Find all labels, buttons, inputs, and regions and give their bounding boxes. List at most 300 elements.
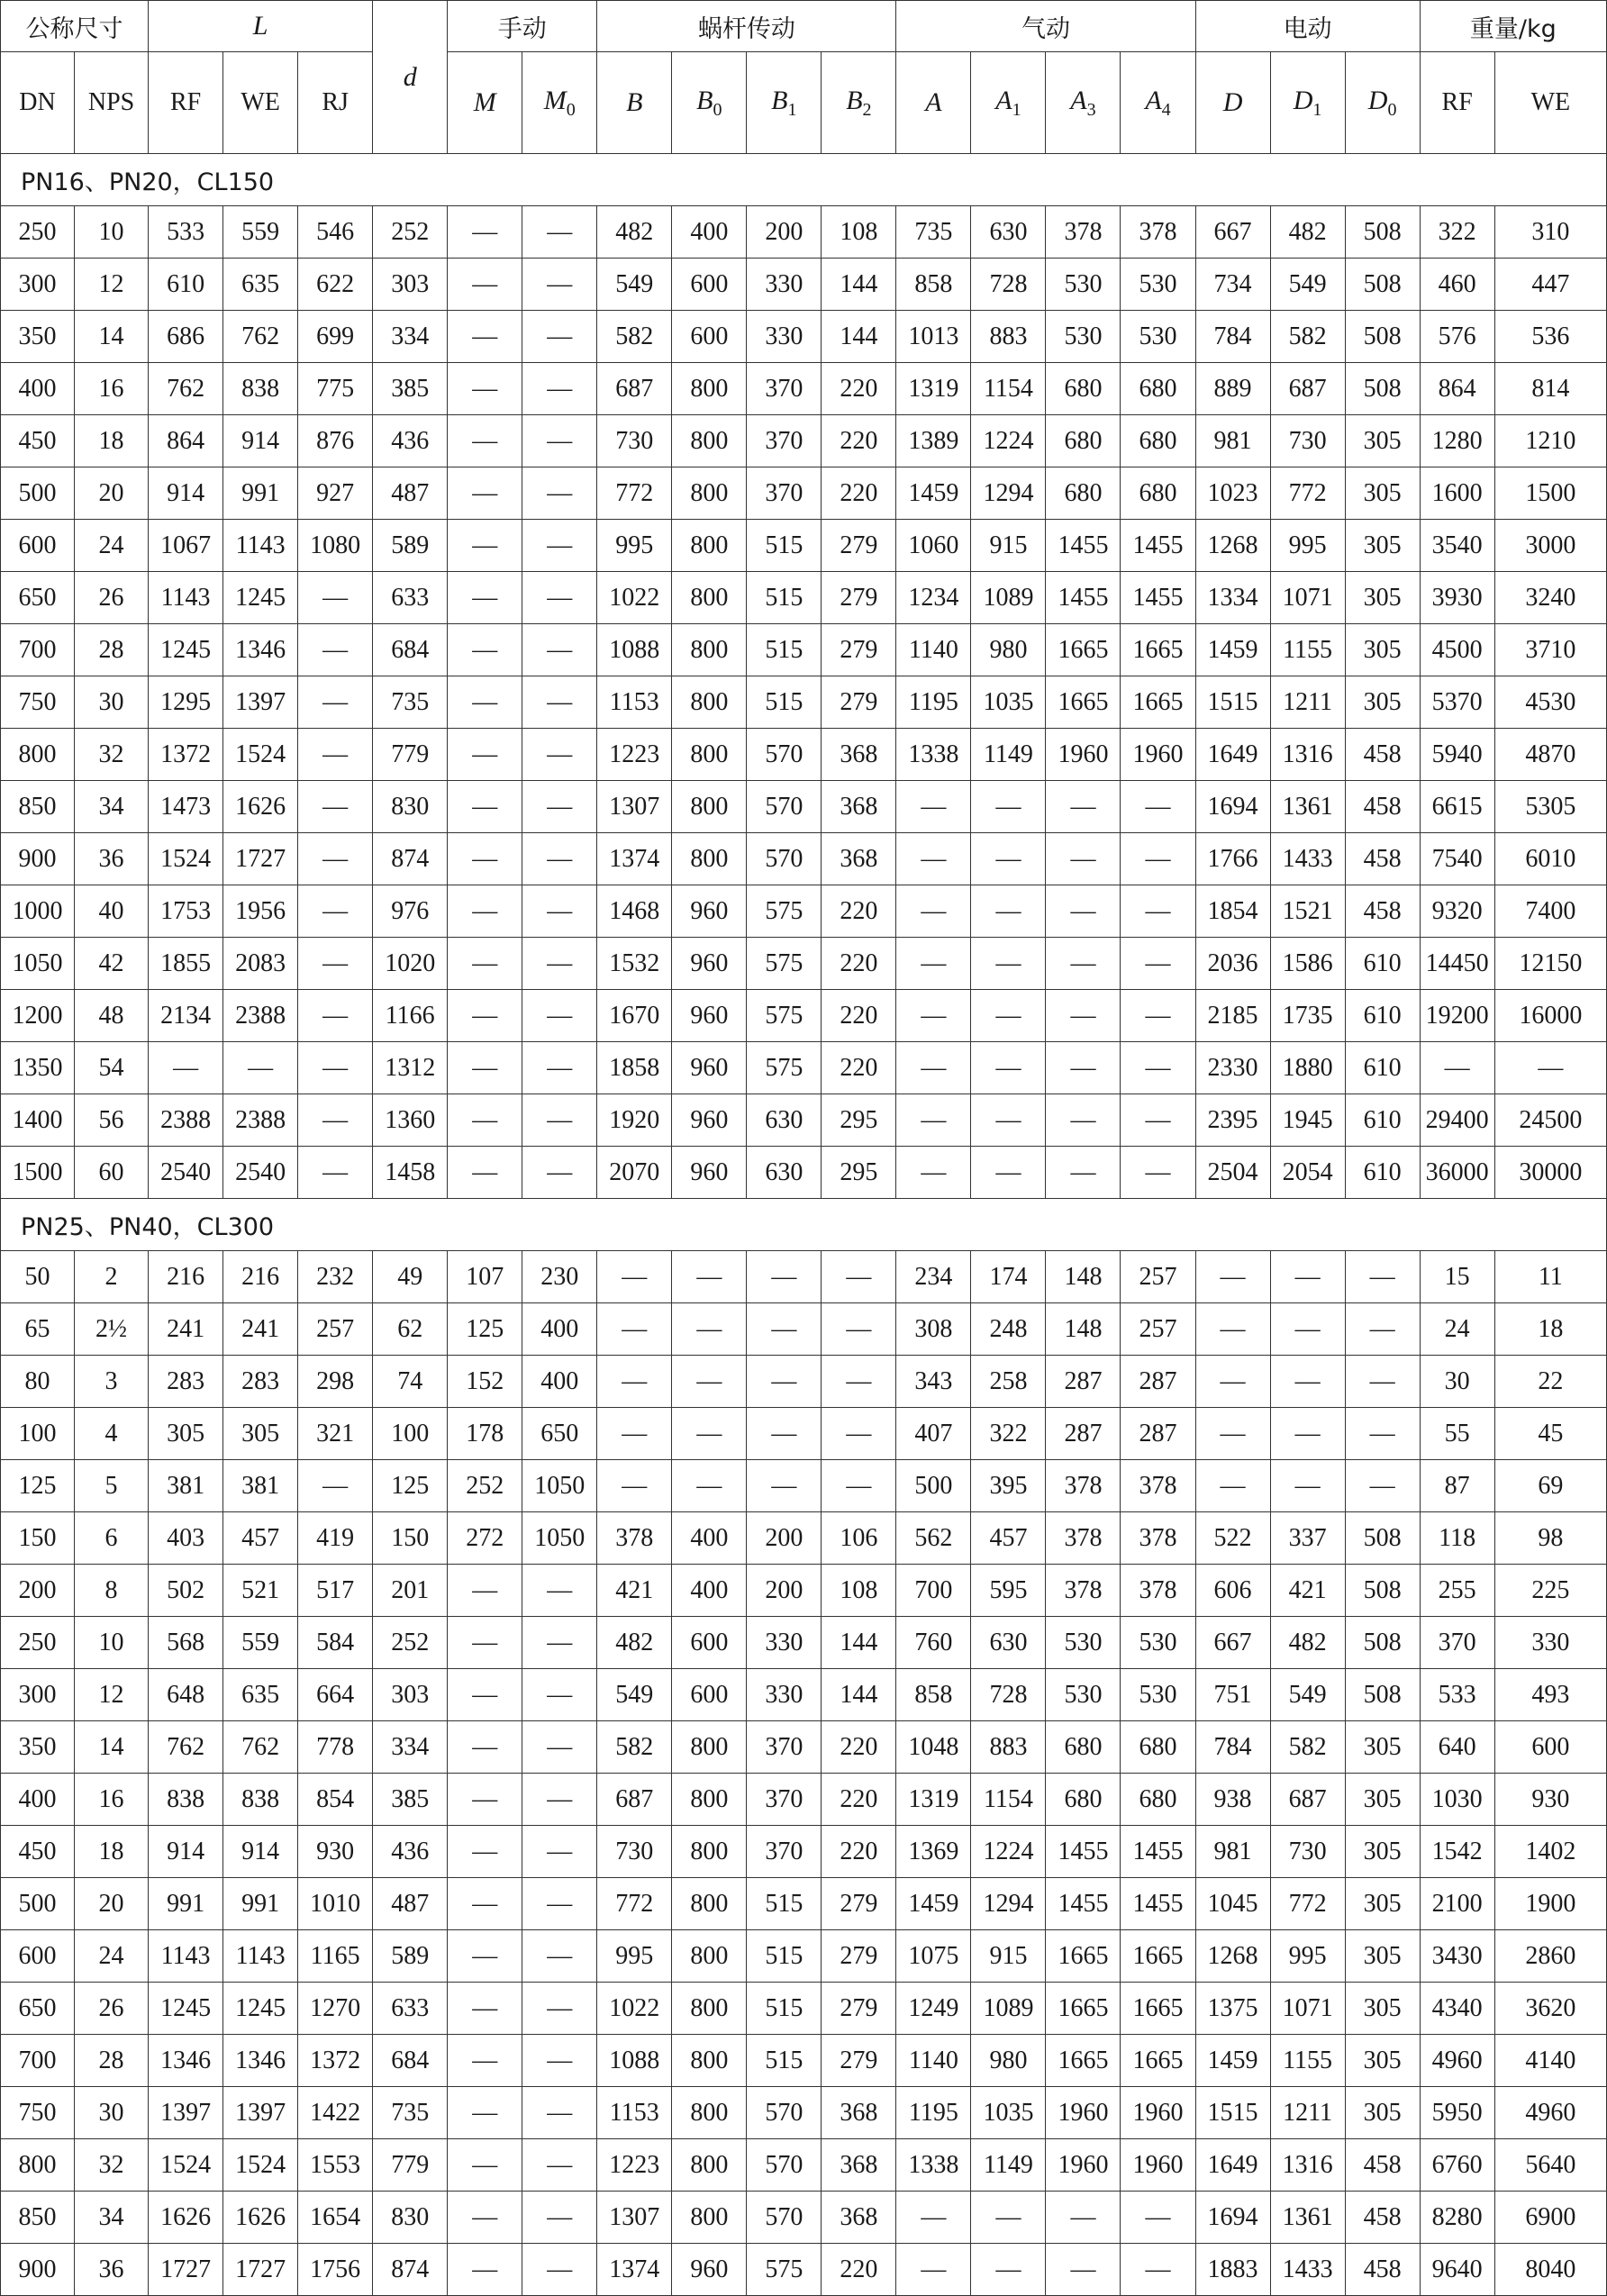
table-cell: — (298, 938, 373, 990)
column-header (672, 52, 747, 154)
column-header-subscript: 3 (1086, 99, 1096, 120)
table-cell: 4500 (1420, 624, 1494, 676)
table-cell: — (522, 1669, 597, 1721)
table-cell: — (448, 1983, 522, 2035)
table-cell: 1350 (1, 1042, 75, 1094)
table-cell: 530 (1121, 259, 1195, 311)
column-header-main: RJ (322, 88, 349, 116)
table-cell: 600 (1494, 1721, 1606, 1774)
table-cell: 54 (75, 1042, 149, 1094)
table-cell: 98 (1494, 1512, 1606, 1565)
table-cell: 1361 (1270, 781, 1345, 833)
table-row (1, 363, 1607, 415)
table-cell: 305 (1345, 1721, 1420, 1774)
table-cell: 1665 (1046, 676, 1121, 729)
column-header (298, 52, 373, 154)
table-cell: 927 (298, 467, 373, 520)
table-cell: — (1345, 1251, 1420, 1303)
table-cell: 728 (971, 259, 1046, 311)
table-cell: 12 (75, 259, 149, 311)
table-cell: — (1270, 1408, 1345, 1460)
table-cell: — (448, 520, 522, 572)
table-cell: 1334 (1195, 572, 1270, 624)
table-cell: 220 (822, 415, 896, 467)
table-cell: — (747, 1303, 822, 1356)
table-cell: 458 (1345, 2244, 1420, 2296)
table-cell: 680 (1121, 467, 1195, 520)
table-cell: 305 (1345, 676, 1420, 729)
table-cell: 600 (672, 1617, 747, 1669)
table-cell: 680 (1121, 1774, 1195, 1826)
table-cell: 457 (971, 1512, 1046, 1565)
table-cell: 1665 (1121, 1983, 1195, 2035)
table-cell: 1855 (149, 938, 223, 990)
table-cell: — (896, 1094, 971, 1147)
section-header-row (1, 154, 1607, 206)
table-cell: 648 (149, 1669, 223, 1721)
table-cell: 1316 (1270, 2139, 1345, 2192)
table-cell: 26 (75, 1983, 149, 2035)
table-cell: — (597, 1460, 672, 1512)
table-cell: 2100 (1420, 1878, 1494, 1930)
table-cell: 800 (672, 2192, 747, 2244)
table-cell: 700 (1, 2035, 75, 2087)
column-header-main: RF (169, 88, 202, 116)
table-cell: 938 (1195, 1774, 1270, 1826)
table-cell: 684 (373, 2035, 448, 2087)
table-cell: 1459 (896, 467, 971, 520)
column-header (1494, 52, 1606, 154)
table-cell: 800 (672, 2139, 747, 2192)
table-cell: 1268 (1195, 520, 1270, 572)
table-cell: — (1345, 1303, 1420, 1356)
table-cell: 279 (822, 2035, 896, 2087)
table-cell: 378 (1046, 1460, 1121, 1512)
table-cell: 1050 (1, 938, 75, 990)
table-cell: 48 (75, 990, 149, 1042)
table-cell: — (298, 885, 373, 938)
table-cell: — (1046, 990, 1121, 1042)
table-cell: 395 (971, 1460, 1046, 1512)
table-cell: 1455 (1046, 520, 1121, 572)
table-cell: — (1046, 885, 1121, 938)
table-cell: 330 (747, 1617, 822, 1669)
table-cell: 1245 (223, 572, 298, 624)
table-cell: 600 (672, 311, 747, 363)
table-cell: 1960 (1121, 2087, 1195, 2139)
table-cell: 279 (822, 1930, 896, 1983)
column-header (522, 52, 597, 154)
table-cell: 436 (373, 415, 448, 467)
column-header (1345, 52, 1420, 154)
table-cell: — (448, 311, 522, 363)
table-cell: 610 (1345, 1094, 1420, 1147)
table-cell: 14450 (1420, 938, 1494, 990)
table-cell: 864 (1420, 363, 1494, 415)
table-cell: 279 (822, 1983, 896, 2035)
table-cell: 508 (1345, 206, 1420, 259)
table-cell: 610 (1345, 1147, 1420, 1199)
column-header (971, 52, 1046, 154)
table-cell: 1858 (597, 1042, 672, 1094)
table-cell: 4140 (1494, 2035, 1606, 2087)
table-cell: 530 (1046, 311, 1121, 363)
table-cell: — (522, 885, 597, 938)
table-cell: 762 (223, 311, 298, 363)
table-cell: 1143 (223, 520, 298, 572)
table-cell: 87 (1420, 1460, 1494, 1512)
table-cell: 779 (373, 2139, 448, 2192)
table-cell: 343 (896, 1356, 971, 1408)
table-cell: 1245 (149, 1983, 223, 2035)
table-cell: 981 (1195, 1826, 1270, 1878)
table-cell: 1459 (1195, 624, 1270, 676)
table-cell: 680 (1046, 467, 1121, 520)
table-cell: 1766 (1195, 833, 1270, 885)
table-cell: 687 (597, 363, 672, 415)
table-cell: 522 (1195, 1512, 1270, 1565)
table-cell: 1153 (597, 676, 672, 729)
table-cell: 800 (672, 1878, 747, 1930)
table-cell: 400 (522, 1303, 597, 1356)
table-cell: 1030 (1420, 1774, 1494, 1826)
table-cell: 257 (1121, 1303, 1195, 1356)
table-cell: 1626 (223, 2192, 298, 2244)
column-header (1, 52, 75, 154)
table-cell: 220 (822, 1721, 896, 1774)
column-header-subscript: 2 (862, 99, 872, 120)
table-cell: 800 (1, 729, 75, 781)
table-cell: 45 (1494, 1408, 1606, 1460)
table-cell: 30 (75, 2087, 149, 2139)
table-cell: — (448, 467, 522, 520)
table-cell: 32 (75, 2139, 149, 2192)
table-cell: 1374 (597, 2244, 672, 2296)
table-cell: 1735 (1270, 990, 1345, 1042)
table-cell: 287 (1046, 1408, 1121, 1460)
table-cell: 533 (149, 206, 223, 259)
table-cell: 699 (298, 311, 373, 363)
section-header-row (1, 1199, 1607, 1251)
table-cell: 800 (672, 1721, 747, 1774)
table-cell: 1694 (1195, 781, 1270, 833)
table-cell: 144 (822, 1669, 896, 1721)
table-cell: 49 (373, 1251, 448, 1303)
table-cell: 125 (448, 1303, 522, 1356)
table-cell: 1149 (971, 729, 1046, 781)
table-cell: 2185 (1195, 990, 1270, 1042)
table-cell: 144 (822, 1617, 896, 1669)
table-cell: 1000 (1, 885, 75, 938)
table-cell: — (448, 781, 522, 833)
table-cell: 305 (1345, 415, 1420, 467)
table-cell: 568 (149, 1617, 223, 1669)
table-cell: — (971, 938, 1046, 990)
table-cell: 144 (822, 311, 896, 363)
table-cell: — (522, 467, 597, 520)
table-row (1, 572, 1607, 624)
table-body (1, 154, 1607, 2296)
table-cell: 2½ (75, 1303, 149, 1356)
table-row (1, 1408, 1607, 1460)
table-cell: 530 (1121, 1669, 1195, 1721)
table-cell: 1035 (971, 2087, 1046, 2139)
table-cell: 1455 (1046, 1878, 1121, 1930)
table-cell: 1211 (1270, 2087, 1345, 2139)
table-cell: 570 (747, 729, 822, 781)
table-cell: 487 (373, 1878, 448, 1930)
column-header-main: B (696, 85, 713, 115)
table-cell: 458 (1345, 2192, 1420, 2244)
column-header (1046, 52, 1121, 154)
table-cell: 559 (223, 206, 298, 259)
table-cell: 1521 (1270, 885, 1345, 938)
table-cell: 700 (896, 1565, 971, 1617)
table-cell: 1154 (971, 363, 1046, 415)
table-cell: 1195 (896, 676, 971, 729)
table-cell: 1433 (1270, 833, 1345, 885)
table-cell: 1312 (373, 1042, 448, 1094)
table-cell: 772 (597, 467, 672, 520)
table-cell: 772 (1270, 467, 1345, 520)
table-cell: 575 (747, 1042, 822, 1094)
table-cell: — (522, 990, 597, 1042)
table-cell: 589 (373, 520, 448, 572)
table-cell: 174 (971, 1251, 1046, 1303)
table-cell: 500 (896, 1460, 971, 1512)
table-cell: 730 (1270, 415, 1345, 467)
table-cell: — (1195, 1408, 1270, 1460)
table-cell: 584 (298, 1617, 373, 1669)
table-cell: 3620 (1494, 1983, 1606, 2035)
table-cell: 1067 (149, 520, 223, 572)
table-cell: 582 (1270, 311, 1345, 363)
table-row (1, 2139, 1607, 2192)
table-cell: — (522, 415, 597, 467)
table-cell: 15 (1420, 1251, 1494, 1303)
table-cell: — (747, 1356, 822, 1408)
table-cell: 1166 (373, 990, 448, 1042)
table-cell: 279 (822, 1878, 896, 1930)
table-cell: — (822, 1356, 896, 1408)
table-cell: 220 (822, 467, 896, 520)
table-cell: 980 (971, 624, 1046, 676)
table-cell: 220 (822, 2244, 896, 2296)
table-cell: 32 (75, 729, 149, 781)
table-cell: — (149, 1042, 223, 1094)
table-cell: — (448, 2087, 522, 2139)
table-cell: 1307 (597, 2192, 672, 2244)
table-cell: 436 (373, 1826, 448, 1878)
header-row-columns (1, 52, 1607, 154)
header-weight: 重量/kg (1420, 1, 1606, 52)
table-cell: — (298, 833, 373, 885)
table-cell: 687 (1270, 1774, 1345, 1826)
table-cell: 40 (75, 885, 149, 938)
table-cell: — (896, 781, 971, 833)
table-cell: 687 (1270, 363, 1345, 415)
table-cell: — (522, 1774, 597, 1826)
table-cell: 762 (149, 1721, 223, 1774)
table-cell: 482 (1270, 206, 1345, 259)
table-cell: 772 (1270, 1878, 1345, 1930)
table-cell: — (522, 1930, 597, 1983)
table-cell: 838 (223, 1774, 298, 1826)
table-cell: 272 (448, 1512, 522, 1565)
table-row (1, 1251, 1607, 1303)
table-cell: 1960 (1046, 729, 1121, 781)
table-cell: — (448, 990, 522, 1042)
table-cell: 530 (1121, 1617, 1195, 1669)
table-cell: 378 (1121, 206, 1195, 259)
table-cell: 56 (75, 1094, 149, 1147)
table-cell: — (298, 1147, 373, 1199)
table-cell: 279 (822, 520, 896, 572)
column-header-subscript: 1 (1012, 99, 1021, 120)
table-cell: 1319 (896, 1774, 971, 1826)
column-header-main: D (1293, 85, 1313, 115)
table-cell: — (448, 1617, 522, 1669)
table-cell: 1458 (373, 1147, 448, 1199)
table-cell: 1089 (971, 1983, 1046, 2035)
table-cell: 2540 (149, 1147, 223, 1199)
table-cell: 600 (672, 1669, 747, 1721)
table-cell: 517 (298, 1565, 373, 1617)
table-cell: 1154 (971, 1774, 1046, 1826)
table-cell: — (522, 1094, 597, 1147)
table-cell: 220 (822, 885, 896, 938)
table-cell: 814 (1494, 363, 1606, 415)
table-cell: 1020 (373, 938, 448, 990)
table-cell: 305 (1345, 1930, 1420, 1983)
table-cell: — (896, 938, 971, 990)
table-cell: 144 (822, 259, 896, 311)
table-cell: — (522, 2035, 597, 2087)
table-cell: — (448, 676, 522, 729)
table-cell: 570 (747, 781, 822, 833)
table-cell: — (522, 1721, 597, 1774)
table-cell: 700 (1, 624, 75, 676)
table-cell: 257 (298, 1303, 373, 1356)
table-cell: 421 (1270, 1565, 1345, 1617)
table-cell: 493 (1494, 1669, 1606, 1721)
table-cell: 991 (149, 1878, 223, 1930)
table-cell: 378 (1121, 1460, 1195, 1512)
table-cell: — (597, 1303, 672, 1356)
table-cell: 458 (1345, 2139, 1420, 2192)
table-cell: 370 (747, 1721, 822, 1774)
table-row (1, 1303, 1607, 1356)
table-cell: 838 (149, 1774, 223, 1826)
table-cell: 800 (672, 1774, 747, 1826)
table-row (1, 467, 1607, 520)
column-header (1420, 52, 1494, 154)
table-cell: 381 (223, 1460, 298, 1512)
table-row (1, 990, 1607, 1042)
table-cell: 730 (1270, 1826, 1345, 1878)
table-cell: — (522, 2192, 597, 2244)
table-cell: 1211 (1270, 676, 1345, 729)
table-cell: 1080 (298, 520, 373, 572)
table-cell: 1346 (149, 2035, 223, 2087)
table-cell: 368 (822, 833, 896, 885)
table-cell: — (1345, 1460, 1420, 1512)
table-cell: 2388 (223, 1094, 298, 1147)
table-cell: — (1046, 781, 1121, 833)
table-cell: 883 (971, 311, 1046, 363)
table-cell: — (522, 938, 597, 990)
table-cell: 334 (373, 1721, 448, 1774)
table-cell: 1050 (522, 1460, 597, 1512)
table-row (1, 1042, 1607, 1094)
table-cell: 305 (1345, 2035, 1420, 2087)
table-cell: 610 (149, 259, 223, 311)
table-cell: — (896, 2244, 971, 2296)
table-cell: 546 (298, 206, 373, 259)
table-cell: 850 (1, 781, 75, 833)
table-cell: 900 (1, 833, 75, 885)
table-cell: 3 (75, 1356, 149, 1408)
table-row (1, 2087, 1607, 2139)
table-cell: 775 (298, 363, 373, 415)
table-cell: 216 (149, 1251, 223, 1303)
table-cell: 684 (373, 624, 448, 676)
table-cell: 1143 (149, 1930, 223, 1983)
table-cell: 220 (822, 1826, 896, 1878)
table-cell: 995 (1270, 520, 1345, 572)
table-cell: 1665 (1046, 1930, 1121, 1983)
table-cell: 460 (1420, 259, 1494, 311)
table-cell: 257 (1121, 1251, 1195, 1303)
table-cell: 914 (149, 467, 223, 520)
table-row (1, 311, 1607, 363)
table-cell: 370 (747, 363, 822, 415)
table-cell: 533 (1420, 1669, 1494, 1721)
table-cell: 6900 (1494, 2192, 1606, 2244)
table-cell: 735 (373, 676, 448, 729)
table-cell: 9640 (1420, 2244, 1494, 2296)
table-cell: 874 (373, 833, 448, 885)
table-cell: 500 (1, 1878, 75, 1930)
table-cell: 1756 (298, 2244, 373, 2296)
table-cell: 108 (822, 206, 896, 259)
table-cell: 308 (896, 1303, 971, 1356)
table-cell: 24500 (1494, 1094, 1606, 1147)
table-cell: — (597, 1251, 672, 1303)
table-cell: 876 (298, 415, 373, 467)
column-header (1270, 52, 1345, 154)
table-cell: 589 (373, 1930, 448, 1983)
table-cell: 80 (1, 1356, 75, 1408)
table-cell: 1500 (1, 1147, 75, 1199)
table-cell: 4 (75, 1408, 149, 1460)
table-cell: — (448, 2192, 522, 2244)
table-cell: — (448, 2244, 522, 2296)
column-header-main: A (1070, 85, 1087, 115)
table-cell: 1459 (896, 1878, 971, 1930)
table-cell: 1223 (597, 729, 672, 781)
table-cell: 610 (1345, 938, 1420, 990)
table-cell: 850 (1, 2192, 75, 2244)
table-row (1, 1147, 1607, 1199)
table-cell: 549 (1270, 1669, 1345, 1721)
column-header (223, 52, 298, 154)
table-cell: 241 (223, 1303, 298, 1356)
column-header-main: M (543, 85, 567, 115)
table-cell: — (1121, 885, 1195, 938)
table-cell: — (522, 1826, 597, 1878)
table-cell: 1665 (1121, 2035, 1195, 2087)
